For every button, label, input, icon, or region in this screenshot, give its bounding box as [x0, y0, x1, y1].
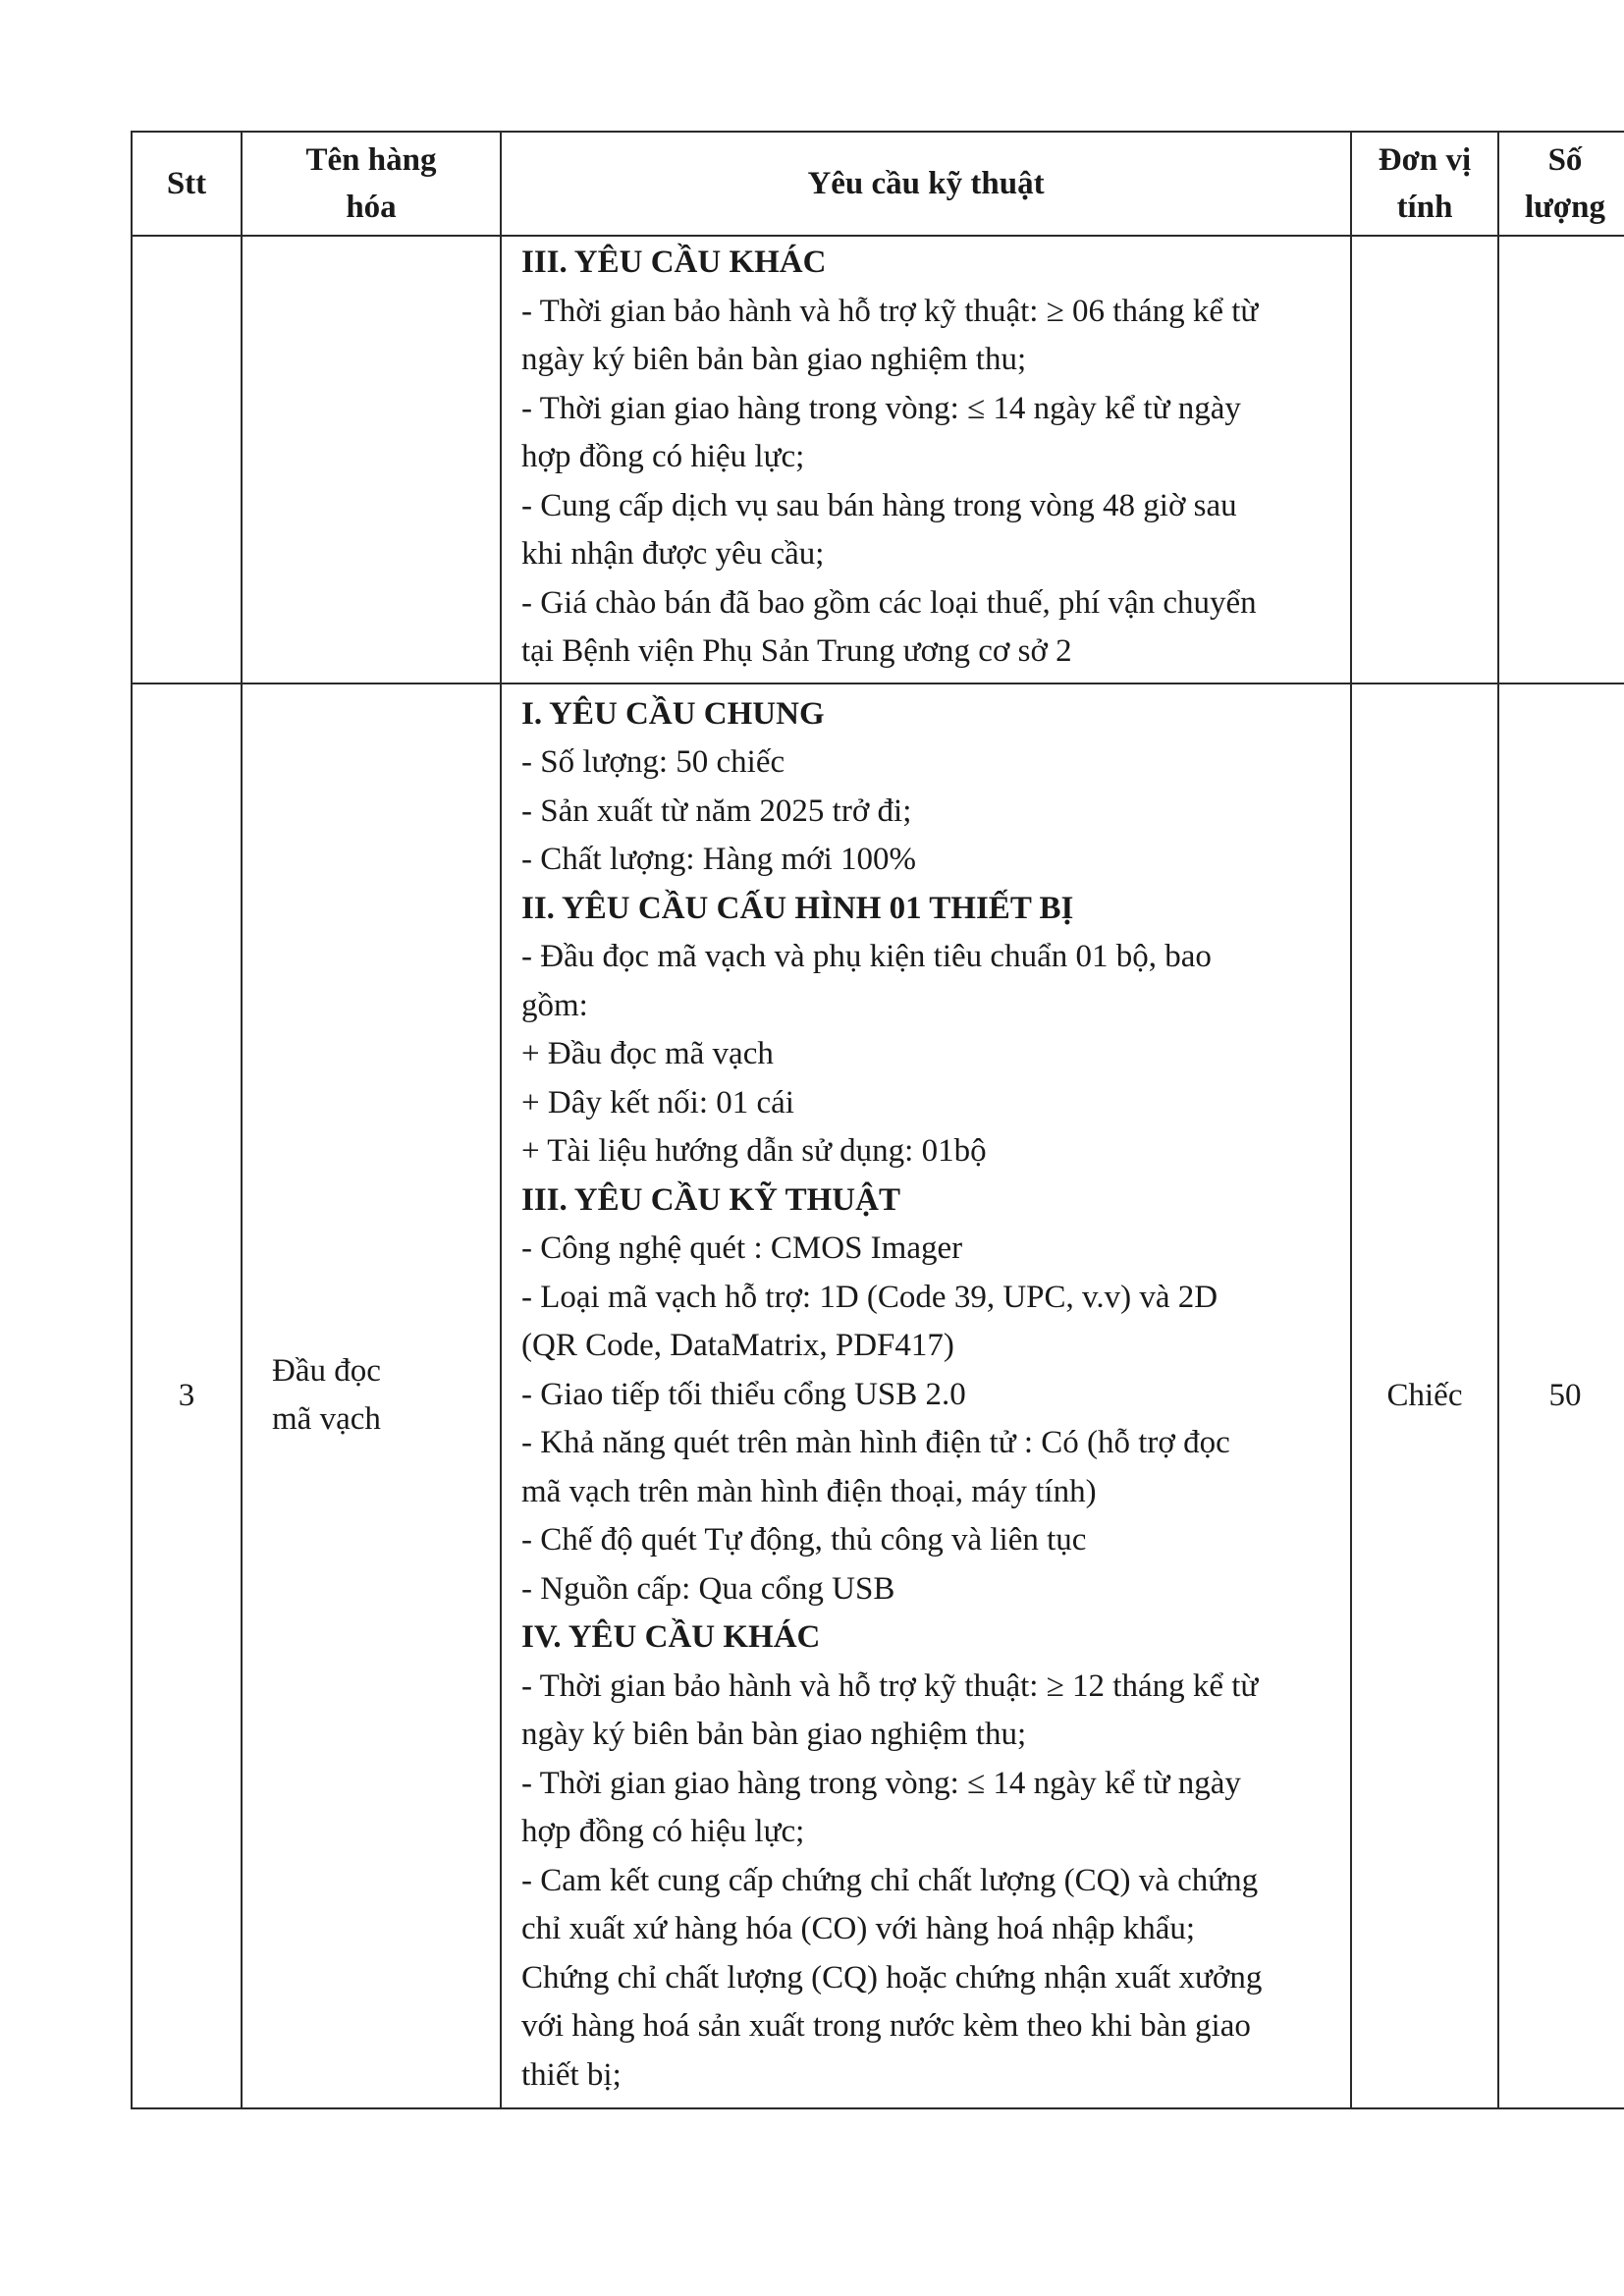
header-item-name: Tên hàng hóa [242, 132, 501, 236]
requirement-line: khi nhận được yêu cầu; [521, 536, 825, 572]
section-heading: III. YÊU CẦU KỸ THUẬT [521, 1181, 900, 1218]
requirement-line: - Thời gian giao hàng trong vòng: ≤ 14 ngày kể từ ngày [521, 1765, 1241, 1801]
requirement-line: - Giao tiếp tối thiểu cổng USB 2.0 [521, 1376, 966, 1412]
header-quantity: Số lượng [1498, 132, 1624, 236]
requirement-line: Chứng chỉ chất lượng (CQ) hoặc chứng nhận xuất xưởng [521, 1959, 1263, 1995]
item-name-cell: Đầu đọc mã vạch [242, 683, 501, 2109]
requirement-line: hợp đồng có hiệu lực; [521, 1814, 805, 1849]
header-stt: Stt [132, 132, 242, 236]
requirement-line: - Nguồn cấp: Qua cổng USB [521, 1570, 895, 1607]
header-requirements: Yêu cầu kỹ thuật [501, 132, 1351, 236]
section-heading: II. YÊU CẦU CẤU HÌNH 01 THIẾT BỊ [521, 890, 1074, 926]
requirement-line: - Thời gian bảo hành và hỗ trợ kỹ thuật: ≥ 06 tháng kể từ [521, 293, 1259, 329]
requirement-line: (QR Code, DataMatrix, PDF417) [521, 1328, 954, 1363]
requirement-line: - Giá chào bán đã bao gồm các loại thuế, phí vận chuyển [521, 584, 1257, 621]
quantity-cell: 50 [1498, 683, 1624, 2109]
requirement-line: - Số lượng: 50 chiếc [521, 744, 785, 780]
requirement-line: ngày ký biên bản bàn giao nghiệm thu; [521, 342, 1027, 377]
requirement-line: - Đầu đọc mã vạch và phụ kiện tiêu chuẩn 01 bộ, bao [521, 939, 1212, 974]
quantity-cell-empty [1498, 236, 1624, 683]
requirement-line: thiết bị; [521, 2056, 622, 2093]
unit-cell: Chiếc [1351, 683, 1498, 2109]
requirement-line: - Loại mã vạch hỗ trợ: 1D (Code 39, UPC, v.v) và 2D [521, 1279, 1218, 1315]
section-heading: III. YÊU CẦU KHÁC [521, 245, 827, 280]
technical-spec-table [131, 131, 1624, 2109]
requirement-line: hợp đồng có hiệu lực; [521, 439, 805, 474]
requirement-line: - Sản xuất từ năm 2025 trở đi; [521, 793, 912, 829]
requirement-line: + Đầu đọc mã vạch [521, 1036, 774, 1071]
requirement-line: ngày ký biên bản bàn giao nghiệm thu; [521, 1717, 1027, 1752]
table-row-continued [132, 236, 1624, 683]
stt-cell: 3 [132, 683, 242, 2109]
requirement-line: gồm: [521, 987, 588, 1023]
requirements-cell [501, 683, 1351, 2109]
requirement-line: - Công nghệ quét : CMOS Imager [521, 1230, 963, 1266]
unit-cell-empty [1351, 236, 1498, 683]
section-heading: IV. YÊU CẦU KHÁC [521, 1619, 821, 1655]
requirement-line: - Thời gian giao hàng trong vòng: ≤ 14 ngày kể từ ngày [521, 390, 1241, 426]
requirement-line: với hàng hoá sản xuất trong nước kèm theo khi bàn giao [521, 2008, 1251, 2044]
requirement-line: chỉ xuất xứ hàng hóa (CO) với hàng hoá nhập khẩu; [521, 1911, 1196, 1946]
requirement-line: + Tài liệu hướng dẫn sử dụng: 01bộ [521, 1133, 987, 1169]
section-heading: I. YÊU CẦU CHUNG [521, 695, 825, 732]
requirement-line: - Thời gian bảo hành và hỗ trợ kỹ thuật: ≥ 12 tháng kể từ [521, 1667, 1259, 1704]
requirement-line: - Chế độ quét Tự động, thủ công và liên tục [521, 1522, 1087, 1558]
stt-cell-empty [132, 236, 242, 683]
requirement-line: - Khả năng quét trên màn hình điện tử : Có (hỗ trợ đọc [521, 1425, 1230, 1460]
requirement-line: + Dây kết nối: 01 cái [521, 1084, 794, 1121]
requirement-line: mã vạch trên màn hình điện thoại, máy tính) [521, 1473, 1097, 1509]
header-unit: Đơn vị tính [1351, 132, 1498, 236]
table-row-item-3 [132, 683, 1624, 2109]
requirement-line: - Chất lượng: Hàng mới 100% [521, 842, 916, 877]
requirement-line: - Cung cấp dịch vụ sau bán hàng trong vòng 48 giờ sau [521, 487, 1237, 523]
item-name-cell-empty [242, 236, 501, 683]
requirement-line: tại Bệnh viện Phụ Sản Trung ương cơ sở 2 [521, 633, 1072, 669]
table-header-row [132, 132, 1624, 236]
requirements-cell-continued [501, 236, 1351, 683]
requirement-line: - Cam kết cung cấp chứng chỉ chất lượng (CQ) và chứng [521, 1862, 1259, 1898]
